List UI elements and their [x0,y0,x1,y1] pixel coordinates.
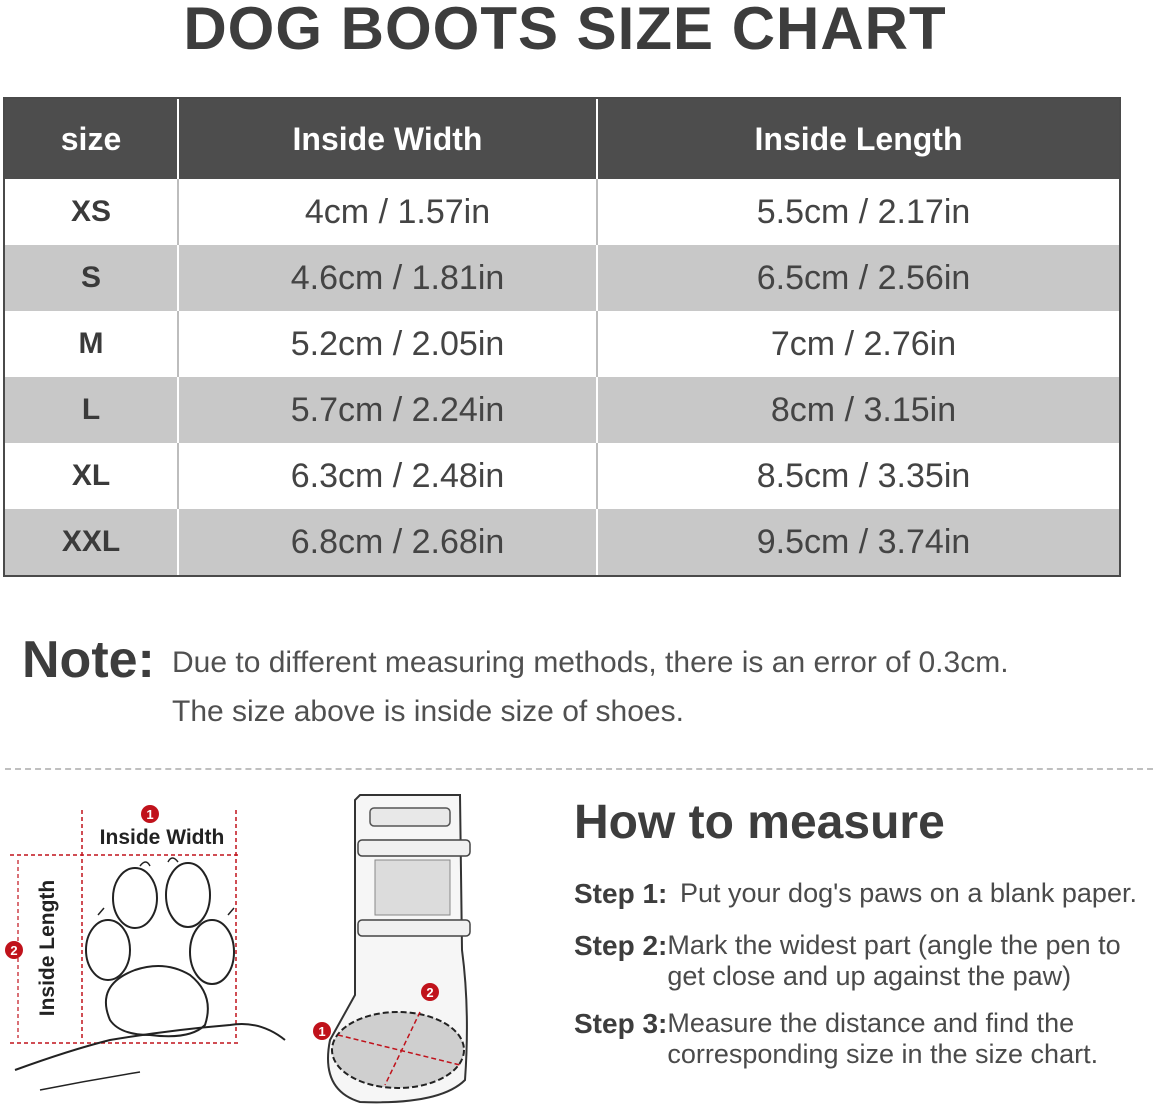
width-cell [179,311,598,377]
size-cell: M [5,311,179,377]
step-text: Mark the widest part (angle the pen to get close and up against the paw) [667,930,1121,991]
table-row [5,509,1119,575]
length-cell [598,443,1119,509]
table-row [5,443,1119,509]
length-cell [598,377,1119,443]
svg-text:1: 1 [146,807,154,822]
how-to-measure-title: How to measure [574,796,945,849]
width-value: 6.8cm / 2.68in [290,522,505,561]
size-cell: S [5,245,179,311]
page-title: DOG BOOTS SIZE CHART [183,0,947,62]
length-value: 8cm / 3.15in [770,390,957,429]
measurement-illustration [0,780,560,1109]
marker-2-left [5,941,23,959]
table-row [5,377,1119,443]
table-row [5,311,1119,377]
width-value: 5.7cm / 2.24in [290,390,505,429]
width-value: 6.3cm / 2.48in [290,456,505,495]
step-text: Put your dog's paws on a blank paper. [680,878,1137,908]
length-value: 8.5cm / 3.35in [756,456,971,495]
section-divider [5,768,1153,770]
table-row [5,179,1119,245]
svg-text:1: 1 [318,1024,326,1039]
step-label: Step 2: [574,930,668,961]
svg-text:2: 2 [10,943,18,958]
table-header-row [5,99,1119,179]
width-cell [179,443,598,509]
inside-length-label: Inside Length [36,879,59,1017]
note-label: Note: [22,631,155,689]
length-value: 6.5cm / 2.56in [756,258,971,297]
size-chart-table [3,97,1121,577]
step-1 [574,878,1154,910]
width-value: 5.2cm / 2.05in [290,324,505,363]
step-2 [574,930,1154,992]
inside-width-label: Inside Width [99,826,225,849]
length-cell [598,179,1119,245]
header-inside-length: Inside Length [754,120,963,157]
header-inside-width: Inside Width [179,99,598,179]
length-cell [598,509,1119,575]
width-cell [179,245,598,311]
width-value: 4.6cm / 1.81in [290,258,505,297]
step-label: Step 3: [574,1008,668,1039]
length-value: 7cm / 2.76in [770,324,957,363]
length-value: 9.5cm / 3.74in [756,522,971,561]
width-cell [179,509,598,575]
boot-drawing [328,795,470,1102]
step-3 [574,1008,1154,1070]
header-size: size [5,99,179,179]
size-cell: XS [5,179,179,245]
marker-1-boot [313,1022,331,1040]
step-text: Measure the distance and find the corresponding size in the size chart. [667,1008,1099,1069]
size-cell: XXL [5,509,179,575]
width-cell [179,377,598,443]
svg-text:2: 2 [426,985,434,1000]
marker-2-boot [421,983,439,1001]
size-cell: L [5,377,179,443]
width-cell [179,179,598,245]
length-cell [598,311,1119,377]
marker-1-top [141,805,159,823]
length-value: 5.5cm / 2.17in [756,192,971,231]
note-line-2: The size above is inside size of shoes. [172,695,684,728]
width-value: 4cm / 1.57in [304,192,491,231]
length-cell [598,245,1119,311]
note-line-1: Due to different measuring methods, there is an error of 0.3cm. [172,646,1009,679]
table-row [5,245,1119,311]
size-cell: XL [5,443,179,509]
step-label: Step 1: [574,878,668,909]
